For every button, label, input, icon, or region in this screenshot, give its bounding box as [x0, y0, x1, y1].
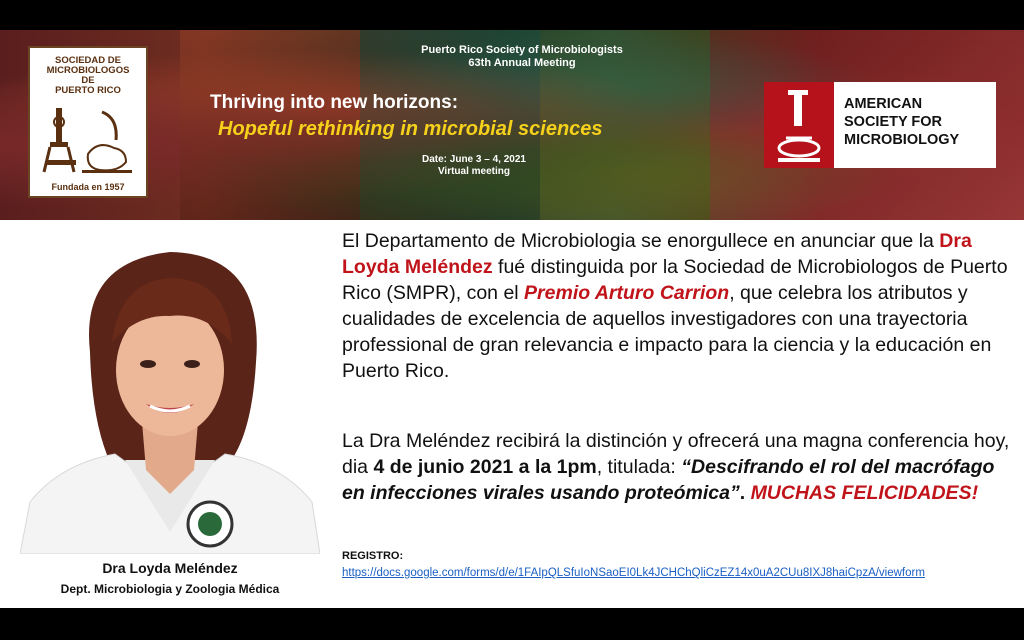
theme-line-1: Thriving into new horizons:	[210, 92, 459, 113]
honoree-name: Dra Loyda Meléndez	[342, 230, 972, 278]
mode-line: Virtual meeting	[437, 166, 510, 177]
photo-caption-name: Dra Loyda Meléndez	[102, 560, 238, 576]
announcement-slide	[0, 30, 1024, 608]
date-line: Date: June 3 – 4, 2021	[422, 154, 526, 165]
asm-logo	[764, 82, 996, 168]
photo-caption-dept: Dept. Microbiologia y Zoologia Médica	[60, 582, 280, 596]
smpr-founded-text: Fundada en 1957	[51, 182, 125, 192]
announcement-paragraph-1	[342, 228, 1012, 384]
society-name: Puerto Rico Society of Microbiologists	[421, 44, 623, 56]
asm-name	[844, 95, 959, 149]
body-text: fué distinguida por la Sociedad de Microbiologos de Puerto Rico (SMPR), con el	[342, 256, 1008, 304]
theme-line-2: Hopeful rethinking in microbial sciences	[218, 118, 603, 140]
congratulations-text: MUCHAS FELICIDADES!	[750, 482, 979, 504]
body-text: , que celebra los atributos y cualidades de excelencia de aquellos investigadores con una trayectoria professional de gran relevancia e impacto para la ciencia y la educación en Puerto Rico.	[342, 282, 992, 382]
meeting-header	[0, 44, 1024, 70]
portrait-illustration	[20, 232, 320, 554]
smpr-name-line: SOCIEDAD DE	[55, 55, 121, 66]
meeting-banner	[0, 30, 1024, 220]
microscope-lamb-emblem-icon	[40, 102, 138, 180]
smpr-name-line: PUERTO RICO	[55, 85, 121, 96]
body-text: La Dra Meléndez recibirá la distinción y ofrecerá una magna conferencia hoy, dia	[342, 430, 1010, 478]
asm-flask-mark	[764, 82, 834, 168]
registration-link[interactable]: https://docs.google.com/forms/d/e/1FAIpQLSfuIoNSaoEI0Lk4JCHChQliCzEZ14x0uA2CUu8IXJ8haiCpzA/viewform	[342, 567, 925, 579]
body-text: .	[739, 482, 751, 504]
body-text: , titulada:	[596, 456, 682, 478]
flask-icon	[764, 82, 834, 168]
body-text: El Departamento de Microbiologia se enorgullece en anunciar que la	[342, 230, 940, 252]
portrait-photo	[20, 232, 320, 554]
meeting-dates	[422, 154, 526, 178]
lecture-title: “Descifrando el rol del macrófago en infecciones virales usando proteómica”	[342, 456, 995, 504]
award-name: Premio Arturo Carrion	[524, 282, 730, 304]
smpr-name-line: MICROBIOLOGOS	[46, 65, 130, 76]
asm-name-line: MICROBIOLOGY	[844, 132, 960, 148]
asm-name-line: AMERICAN	[844, 96, 923, 112]
lecture-date: 4 de junio 2021 a la 1pm	[373, 456, 597, 478]
announcement-paragraph-2	[342, 428, 1012, 506]
asm-name-line: SOCIETY FOR	[844, 114, 943, 130]
meeting-name: 63th Annual Meeting	[468, 57, 576, 69]
smpr-name-line: DE	[81, 75, 95, 86]
registration-label: REGISTRO:	[342, 550, 404, 562]
